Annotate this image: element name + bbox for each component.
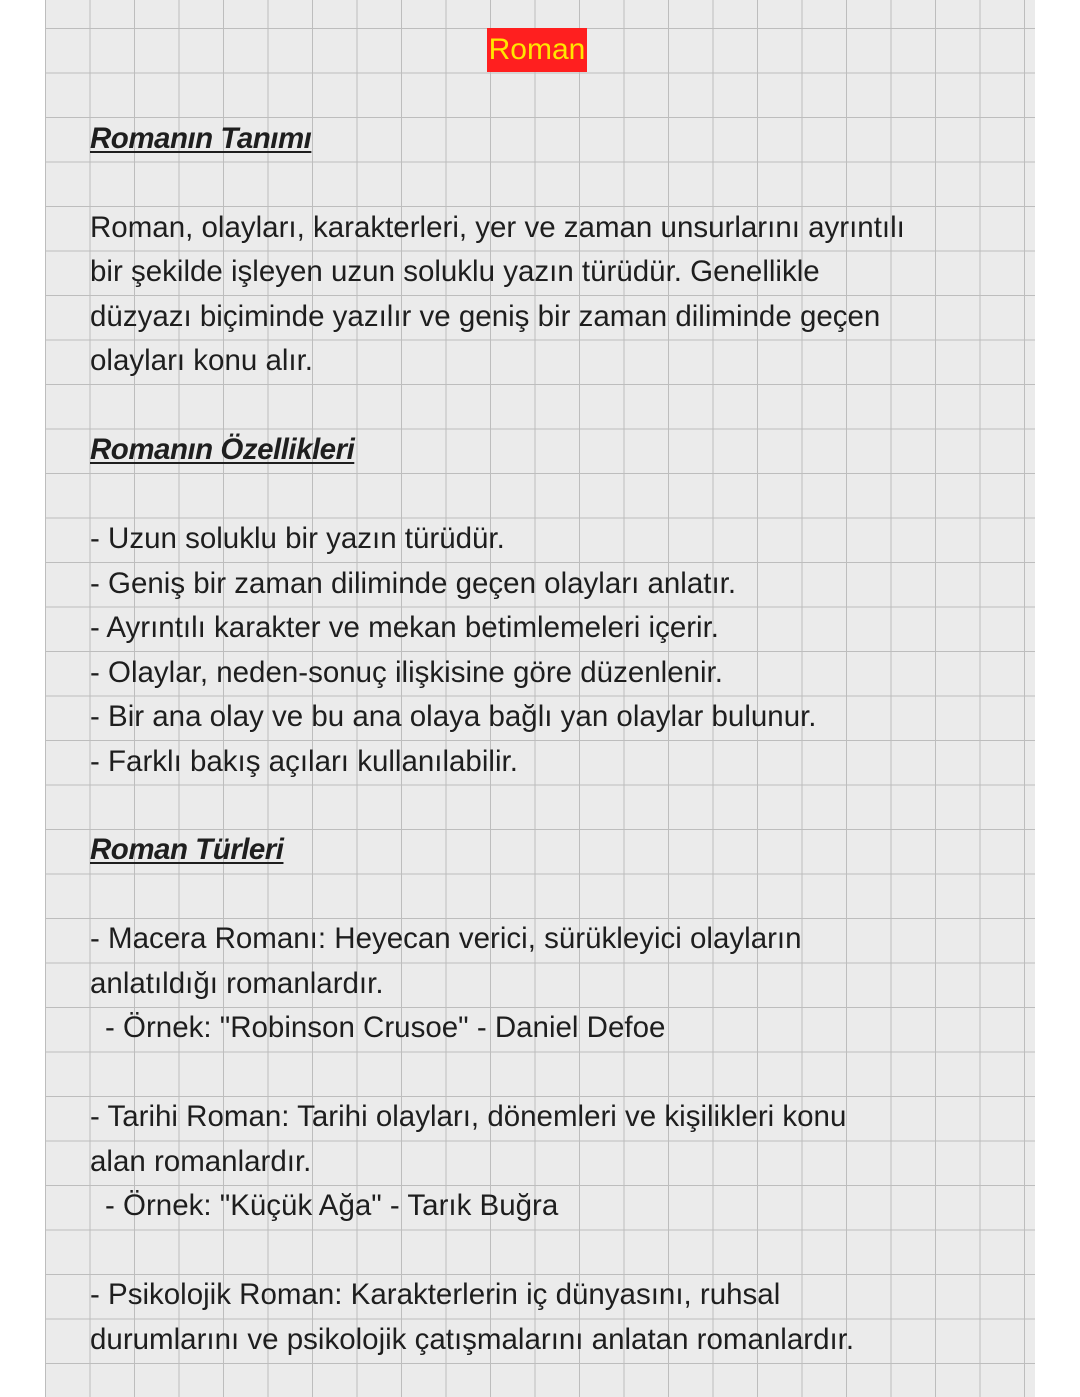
macera-example: - Örnek: "Robinson Crusoe" - Daniel Defoe: [105, 1011, 666, 1044]
feature-item-4: - Olaylar, neden-sonuç ilişkisine göre düzenlenir.: [90, 656, 723, 689]
page-title: Roman: [487, 28, 588, 72]
feature-item-3: - Ayrıntılı karakter ve mekan betimlemeleri içerir.: [90, 611, 719, 644]
heading-roman-ozellikleri: Romanın Özellikleri: [90, 433, 355, 466]
definition-line-2: bir şekilde işleyen uzun soluklu yazın türüdür. Genellikle: [90, 255, 820, 288]
feature-item-6: - Farklı bakış açıları kullanılabilir.: [90, 745, 518, 778]
tarihi-line-2: alan romanlardır.: [90, 1145, 312, 1178]
tarihi-example: - Örnek: "Küçük Ağa" - Tarık Buğra: [105, 1189, 559, 1222]
macera-line-1: - Macera Romanı: Heyecan verici, sürükleyici olayların: [90, 922, 802, 955]
feature-item-1: - Uzun soluklu bir yazın türüdür.: [90, 522, 505, 555]
notebook-page: [45, 0, 1035, 1397]
tarihi-line-1: - Tarihi Roman: Tarihi olayları, dönemleri ve kişilikleri konu: [90, 1100, 847, 1133]
heading-roman-turleri: Roman Türleri: [90, 833, 284, 866]
feature-item-2: - Geniş bir zaman diliminde geçen olayları anlatır.: [90, 567, 737, 600]
psikolojik-line-2: durumlarını ve psikolojik çatışmalarını anlatan romanlardır.: [90, 1323, 855, 1356]
definition-line-4: olayları konu alır.: [90, 344, 314, 377]
definition-line-1: Roman, olayları, karakterleri, yer ve zaman unsurlarını ayrıntılı: [90, 211, 905, 244]
title-container: [45, 28, 1035, 72]
definition-line-3: düzyazı biçiminde yazılır ve geniş bir zaman diliminde geçen: [90, 300, 881, 333]
macera-line-2: anlatıldığı romanlardır.: [90, 967, 384, 1000]
feature-item-5: - Bir ana olay ve bu ana olaya bağlı yan olaylar bulunur.: [90, 700, 817, 733]
heading-roman-tanimi: Romanın Tanımı: [90, 122, 312, 155]
psikolojik-line-1: - Psikolojik Roman: Karakterlerin iç dünyasını, ruhsal: [90, 1278, 781, 1311]
